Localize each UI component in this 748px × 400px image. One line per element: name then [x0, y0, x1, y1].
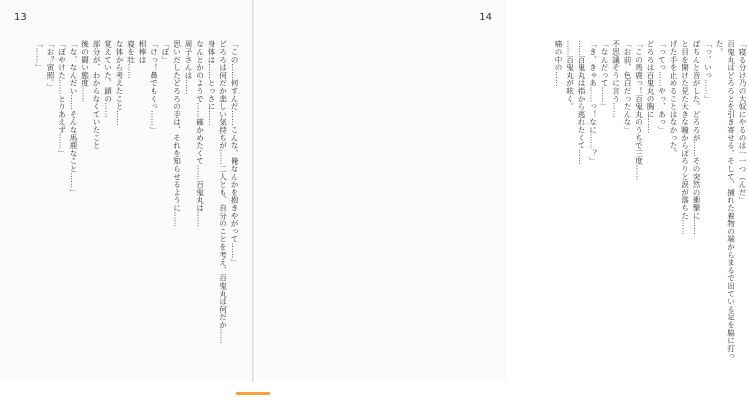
left-page[interactable]: [0, 0, 252, 382]
reading-progress-indicator[interactable]: [236, 392, 270, 395]
right-page-text: 「寝る分け乃の大奴にやるのは一一つ（んだ」 百鬼丸はどろろとを引き寄せる。そして、捕れた着物の端からまるで出ている足を脇に打った。 「っ、いっ……」 ばちんと音がした。どろろが……その突然の衝撃に…… と目を開けた見た大きな瞳からぽろりと涙が落ちた…… げた手を止めることはなかった。 「ってっ……やっ、あっ」 どろろは百鬼丸の胸に…… 「この馬鹿っ！百鬼丸のうちで三度…… 「お前、色白だったんな」 不思議そうに言う…… 「なんだって……」 「き、きゃあ……っ！なに……？」 ……百鬼丸は指から逃れたくて…… ……百鬼丸が呟く。 痛の中の……: [554, 40, 747, 360]
reader-bottom-bar: [0, 382, 506, 400]
left-page-number: 13: [14, 12, 27, 23]
right-page[interactable]: [254, 0, 747, 382]
left-page-text: 「この……何すんだ……こんな、俺なんかを抱きやがって……」 どろろは何だか悲しい気持ちが……二人とも、自分のことを考え、百鬼丸は何だか…… 身体は……とっさに…… なんとかのようで……確かめたくて……百鬼丸は…… 周子さんは…… 思いだしたどろろの手は、それを知らせるように…… 「ぼ」 「けっ！鼻でもくっ……」 相棒は 寝を壮…… な体から考えたこと…… 覚えていた。鎖の…… 部分が、わからなくていたこと 後の闘い態度…… 「な、なんだい……そんな馬鹿なこと……」 「ぼやけた……とりあえず……」 「お？寅照。」 「……」: [34, 40, 239, 345]
right-page-number: 14: [479, 12, 492, 23]
